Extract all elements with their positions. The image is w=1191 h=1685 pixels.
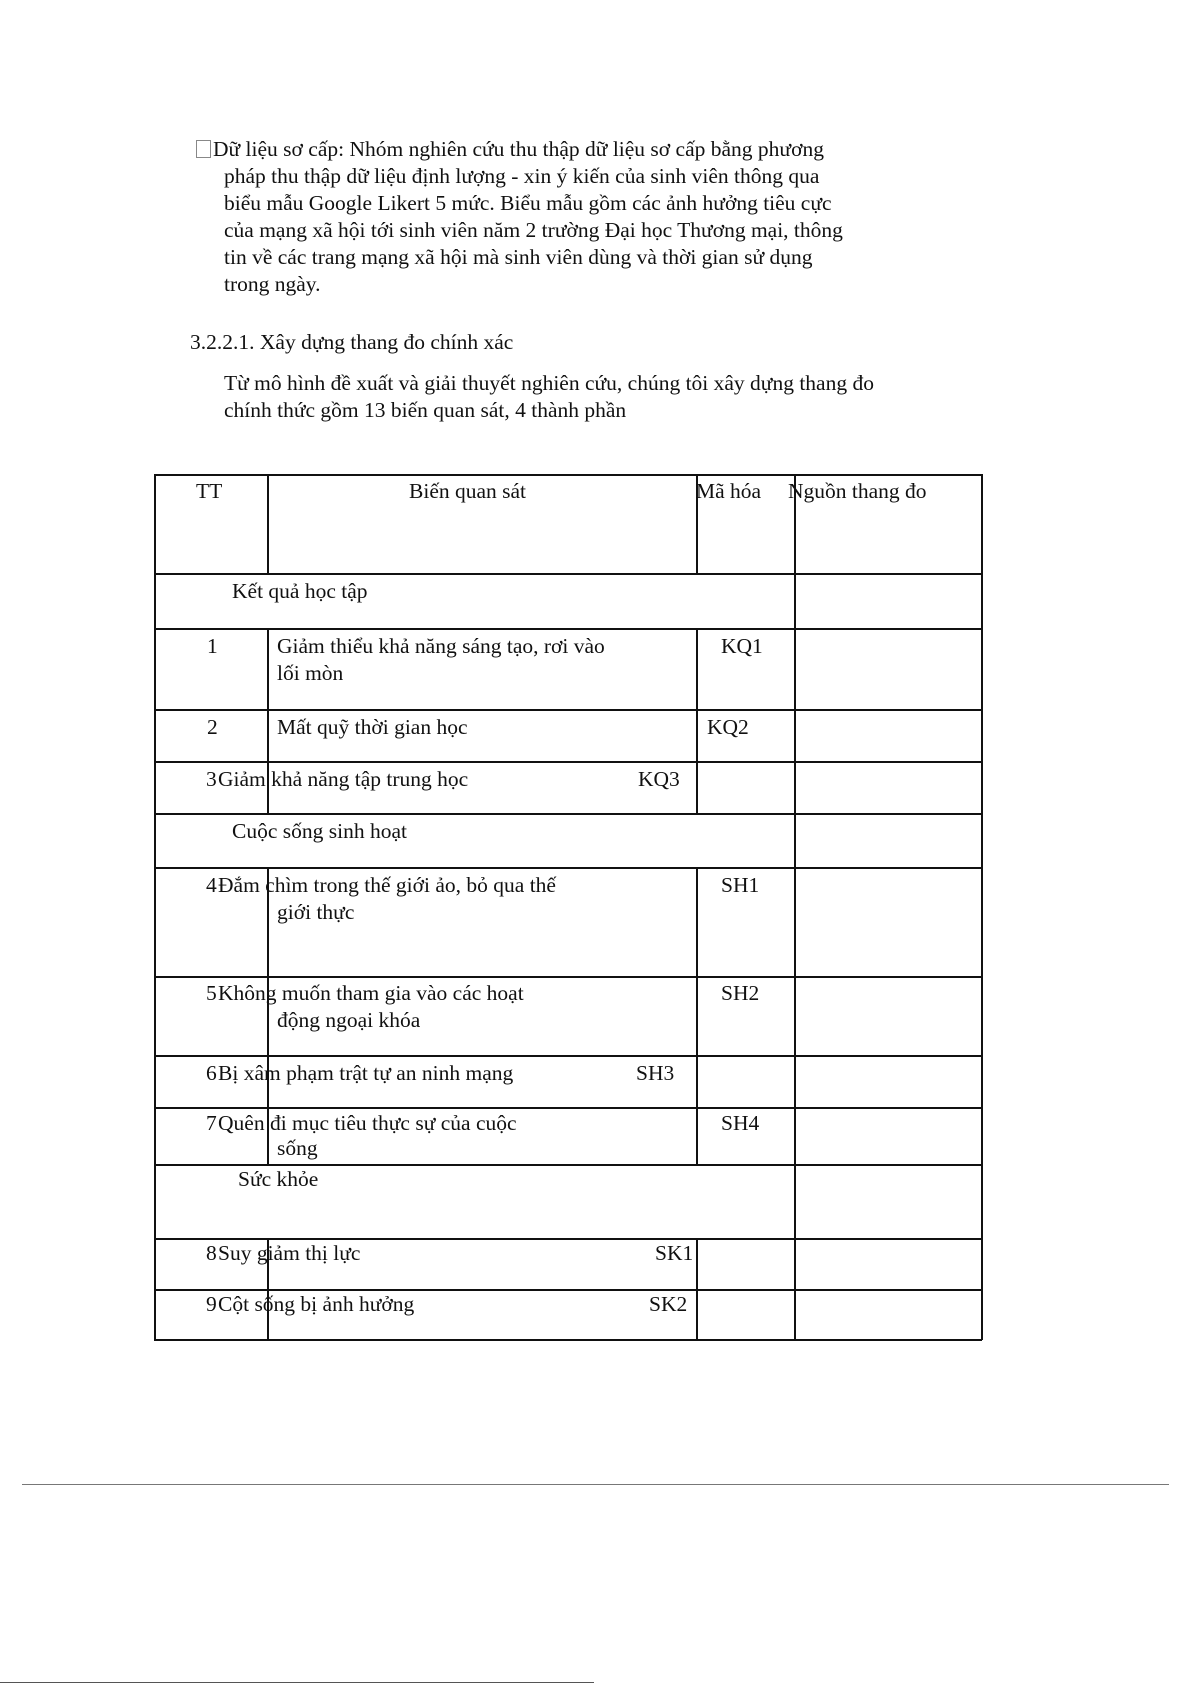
row-code: KQ2 <box>707 715 749 739</box>
row-tt: 6 <box>206 1061 217 1085</box>
row-tt: 8 <box>206 1241 217 1265</box>
table-rule <box>154 1339 982 1341</box>
intro-line-3: biểu mẫu Google Likert 5 mức. Biểu mẫu gồm các ảnh hưởng tiêu cực <box>224 191 832 215</box>
header-variable: Biến quan sát <box>409 479 527 503</box>
table-rule <box>154 813 982 815</box>
table-rule <box>981 474 983 1340</box>
row-variable-cont: lối mòn <box>277 661 344 685</box>
table-rule <box>154 474 982 476</box>
row-variable: Không muốn tham gia vào các hoạt <box>218 981 524 1005</box>
row-code: SH3 <box>636 1061 675 1085</box>
row-tt: 7 <box>206 1111 217 1135</box>
row-code: SK2 <box>649 1292 688 1316</box>
row-code: SK1 <box>655 1241 694 1265</box>
intro-line-6: trong ngày. <box>224 272 321 296</box>
section-heading: 3.2.2.1. Xây dựng thang đo chính xác <box>190 330 514 354</box>
table-rule <box>794 474 796 1340</box>
row-variable: Quên đi mục tiêu thực sự của cuộc <box>218 1111 517 1135</box>
table-rule <box>154 474 156 1340</box>
table-rule <box>154 628 982 630</box>
header-source: Nguồn thang đo <box>788 479 927 503</box>
row-tt: 1 <box>207 634 218 658</box>
table-rule <box>696 628 698 813</box>
row-variable-cont: động ngoại khóa <box>277 1008 421 1032</box>
group-label: Kết quả học tập <box>232 579 368 603</box>
row-variable: Giảm khả năng tập trung học <box>218 767 469 791</box>
intro-line-2: pháp thu thập dữ liệu định lượng - xin ý kiến của sinh viên thông qua <box>224 164 820 188</box>
row-code: SH2 <box>721 981 760 1005</box>
header-code: Mã hóa <box>696 479 762 503</box>
intro-line-1: Dữ liệu sơ cấp: Nhóm nghiên cứu thu thập dữ liệu sơ cấp bằng phương <box>196 136 946 163</box>
row-variable-cont: giới thực <box>277 900 355 924</box>
row-code: SH4 <box>721 1111 760 1135</box>
row-tt: 9 <box>206 1292 217 1316</box>
row-variable: Mất quỹ thời gian học <box>277 715 468 739</box>
section-line-2: chính thức gồm 13 biến quan sát, 4 thành phần <box>224 398 627 422</box>
table-rule <box>696 1238 698 1340</box>
row-tt: 4 <box>206 873 217 897</box>
intro-line-4: của mạng xã hội tới sinh viên năm 2 trường Đại học Thương mại, thông <box>224 218 843 242</box>
group-label: Sức khỏe <box>238 1167 319 1191</box>
row-code: KQ1 <box>721 634 763 658</box>
table-rule <box>267 474 269 573</box>
bullet-box-icon <box>196 140 211 158</box>
intro-paragraph <box>196 136 946 298</box>
group-label: Cuộc sống sinh hoạt <box>232 819 407 843</box>
table-rule <box>154 1107 982 1109</box>
section-paragraph <box>224 370 964 424</box>
table-rule <box>154 976 982 978</box>
table-rule <box>154 1055 982 1057</box>
row-tt: 3 <box>206 767 217 791</box>
table-rule <box>154 573 982 575</box>
page-footer-rule <box>22 1484 1169 1485</box>
table-rule <box>696 867 698 1164</box>
row-variable: Giảm thiểu khả năng sáng tạo, rơi vào <box>277 634 605 658</box>
row-tt: 2 <box>207 715 218 739</box>
row-variable: Cột sống bị ảnh hưởng <box>218 1292 415 1316</box>
row-tt: 5 <box>206 981 217 1005</box>
header-tt: TT <box>196 479 223 503</box>
row-code: SH1 <box>721 873 760 897</box>
row-variable: Suy giảm thị lực <box>218 1241 361 1265</box>
row-variable: Đắm chìm trong thế giới ảo, bỏ qua thế <box>218 873 556 897</box>
intro-line-5: tin về các trang mạng xã hội mà sinh viên dùng và thời gian sử dụng <box>224 245 813 269</box>
scale-table <box>154 474 982 1340</box>
row-variable-cont: sống <box>277 1136 318 1160</box>
table-rule <box>154 761 982 763</box>
table-rule <box>154 867 982 869</box>
row-code: KQ3 <box>638 767 680 791</box>
row-variable: Bị xâm phạm trật tự an ninh mạng <box>218 1061 514 1085</box>
table-rule <box>154 709 982 711</box>
footnote-rule <box>0 1682 594 1683</box>
section-line-1: Từ mô hình đề xuất và giải thuyết nghiên cứu, chúng tôi xây dựng thang đo <box>224 371 874 395</box>
